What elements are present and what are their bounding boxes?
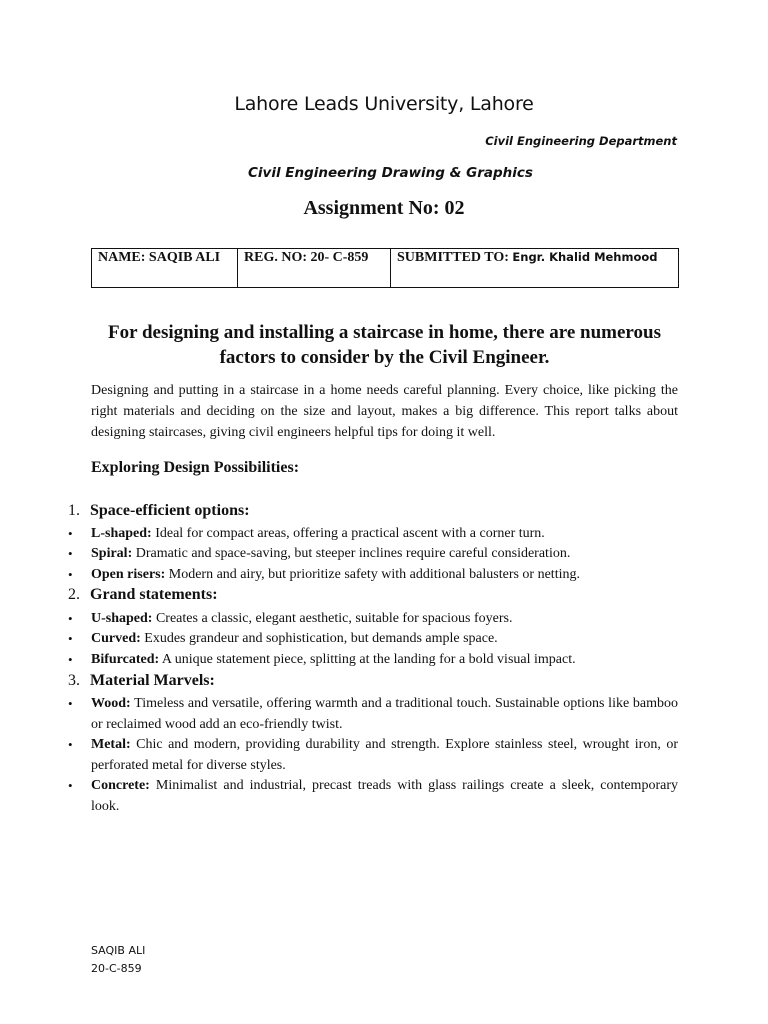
bullet-term: U-shaped:: [91, 611, 153, 626]
student-info-table: [91, 248, 679, 288]
section-number: 3.: [68, 672, 80, 689]
bullet-text: A unique statement piece, splitting at the landing for a bold visual impact.: [159, 652, 576, 667]
list-item: [68, 694, 678, 735]
bullet-term: Open risers:: [91, 567, 166, 582]
list-item: [68, 629, 678, 650]
section-heading-grand-statements: [68, 586, 218, 604]
bullet-icon: •: [68, 567, 73, 582]
intro-paragraph: Designing and putting in a staircase in a home needs careful planning. Every choice, like picking the right materials and deciding on the size and layout, makes a big difference. This report talks about designing staircases, giving civil engineers helpful tips for doing it well.: [91, 383, 678, 440]
bullet-icon: •: [68, 526, 73, 541]
course-title: Civil Engineering Drawing & Graphics: [248, 165, 533, 181]
list-item: [68, 776, 678, 817]
department-name: Civil Engineering Department: [485, 134, 677, 148]
footer-name: SAQIB ALI: [91, 944, 146, 957]
explore-heading: Exploring Design Possibilities:: [91, 459, 300, 476]
bullet-text: Exudes grandeur and sophistication, but demands ample space.: [140, 631, 498, 646]
bullet-icon: •: [68, 737, 73, 752]
section-title: Grand statements:: [90, 586, 218, 603]
section-heading-material-marvels: [68, 672, 215, 690]
assignment-number: Assignment No: 02: [303, 197, 465, 219]
table-row: [92, 249, 679, 288]
student-name-cell: NAME: SAQIB ALI: [92, 249, 238, 288]
university-title: Lahore Leads University, Lahore: [234, 93, 534, 115]
list-item: [68, 524, 678, 545]
bullet-text: Minimalist and industrial, precast treads with glass railings create a sleek, contemporary look.: [91, 778, 678, 814]
bullet-icon: •: [68, 631, 73, 646]
list-item: [68, 735, 678, 776]
bullet-icon: •: [68, 696, 73, 711]
bullet-text: Timeless and versatile, offering warmth and a traditional touch. Sustainable options like bamboo or reclaimed wood add an eco-friendly twist.: [91, 696, 678, 732]
bullet-icon: •: [68, 652, 73, 667]
bullet-term: Wood:: [91, 696, 131, 711]
list-item: [68, 544, 678, 565]
section-number: 1.: [68, 502, 80, 519]
list-item: [68, 650, 678, 671]
bullet-text: Modern and airy, but prioritize safety with additional balusters or netting.: [165, 567, 580, 582]
section-title: Space-efficient options:: [90, 502, 250, 519]
bullet-term: L-shaped:: [91, 526, 152, 541]
section-heading-space-efficient: [68, 502, 250, 520]
submitted-to-name: Engr. Khalid Mehmood: [512, 250, 658, 264]
bullet-icon: •: [68, 778, 73, 793]
bullet-term: Spiral:: [91, 546, 133, 561]
bullet-term: Concrete:: [91, 778, 150, 793]
bullet-text: Dramatic and space-saving, but steeper inclines require careful consideration.: [132, 546, 571, 561]
bullet-term: Bifurcated:: [91, 652, 160, 667]
reg-number-cell: REG. NO: 20- C-859: [238, 249, 391, 288]
submitted-to-label: SUBMITTED TO:: [397, 250, 509, 265]
bullet-icon: •: [68, 611, 73, 626]
section-title: Material Marvels:: [90, 672, 215, 689]
page-footer: [91, 942, 145, 978]
bullet-term: Metal:: [91, 737, 131, 752]
bullet-text: Creates a classic, elegant aesthetic, suitable for spacious foyers.: [152, 611, 513, 626]
section-number: 2.: [68, 586, 80, 603]
bullet-text: Ideal for compact areas, offering a practical ascent with a corner turn.: [151, 526, 545, 541]
main-heading: For designing and installing a staircase in home, there are numerous factors to consider by the Civil Engineer.: [108, 322, 661, 368]
footer-reg: 20-C-859: [91, 962, 142, 975]
submitted-to-cell: [391, 249, 679, 288]
list-item: [68, 565, 678, 586]
bullet-icon: •: [68, 546, 73, 561]
list-item: [68, 609, 678, 630]
bullet-term: Curved:: [91, 631, 141, 646]
bullet-text: Chic and modern, providing durability and strength. Explore stainless steel, wrought iron, or perforated metal for diverse styles.: [91, 737, 678, 773]
